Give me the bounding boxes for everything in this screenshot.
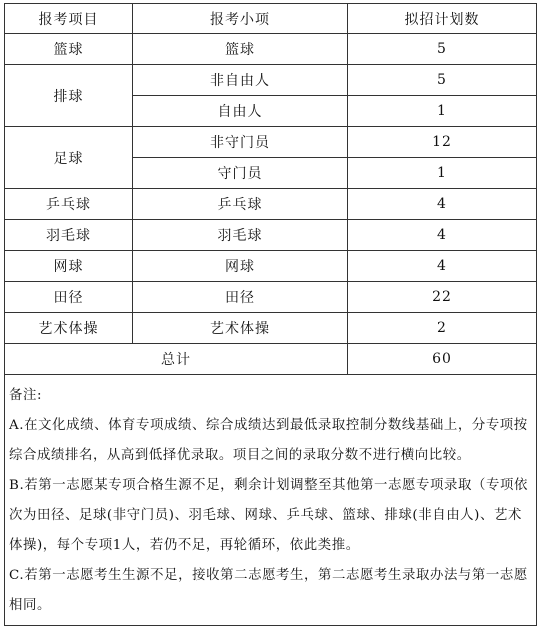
sub-item-cell: 艺术体操	[133, 313, 348, 344]
sub-item-cell: 自由人	[133, 96, 348, 127]
item-cell: 羽毛球	[5, 220, 133, 251]
sub-item-cell: 田径	[133, 282, 348, 313]
count-cell: 12	[348, 127, 537, 158]
count-cell: 1	[348, 96, 537, 127]
notes-cell	[5, 375, 537, 626]
item-cell: 乒乓球	[5, 189, 133, 220]
count-cell: 4	[348, 220, 537, 251]
total-label: 总计	[5, 344, 348, 375]
count-cell: 1	[348, 158, 537, 189]
sub-item-cell: 网球	[133, 251, 348, 282]
table-row	[5, 65, 537, 96]
item-cell: 艺术体操	[5, 313, 133, 344]
count-cell: 5	[348, 34, 537, 65]
sub-item-cell: 篮球	[133, 34, 348, 65]
item-cell: 排球	[5, 65, 133, 127]
count-cell: 22	[348, 282, 537, 313]
table-row	[5, 34, 537, 65]
notes-row	[5, 375, 537, 626]
count-cell: 2	[348, 313, 537, 344]
sub-item-cell: 非守门员	[133, 127, 348, 158]
item-cell: 篮球	[5, 34, 133, 65]
table-row	[5, 220, 537, 251]
header-plan-count: 拟招计划数	[348, 4, 537, 34]
table-row	[5, 251, 537, 282]
enrollment-plan-table	[4, 3, 537, 626]
header-item: 报考项目	[5, 4, 133, 34]
table-row	[5, 189, 537, 220]
table-row	[5, 282, 537, 313]
total-count: 60	[348, 344, 537, 375]
table-row	[5, 127, 537, 158]
notes-title: 备注:	[9, 388, 43, 403]
sub-item-cell: 羽毛球	[133, 220, 348, 251]
item-cell: 网球	[5, 251, 133, 282]
sub-item-cell: 乒乓球	[133, 189, 348, 220]
note-c: C.若第一志愿考生生源不足，接收第二志愿考生，第二志愿考生录取办法与第一志愿相同。	[9, 568, 528, 613]
total-row	[5, 344, 537, 375]
count-cell: 4	[348, 189, 537, 220]
count-cell: 5	[348, 65, 537, 96]
item-cell: 足球	[5, 127, 133, 189]
item-cell: 田径	[5, 282, 133, 313]
sub-item-cell: 守门员	[133, 158, 348, 189]
sub-item-cell: 非自由人	[133, 65, 348, 96]
note-b: B.若第一志愿某专项合格生源不足，剩余计划调整至其他第一志愿专项录取（专项依次为田径、足球(非守门员)、羽毛球、网球、乒乓球、篮球、排球(非自由人)、艺术体操)，每个专项1人，若仍不足，再轮循环，依此类推。	[9, 478, 528, 553]
table-header-row	[5, 4, 537, 34]
note-a: A.在文化成绩、体育专项成绩、综合成绩达到最低录取控制分数线基础上，分专项按综合成绩排名，从高到低择优录取。项目之间的录取分数不进行横向比较。	[9, 418, 528, 463]
count-cell: 4	[348, 251, 537, 282]
table-row	[5, 313, 537, 344]
header-sub-item: 报考小项	[133, 4, 348, 34]
